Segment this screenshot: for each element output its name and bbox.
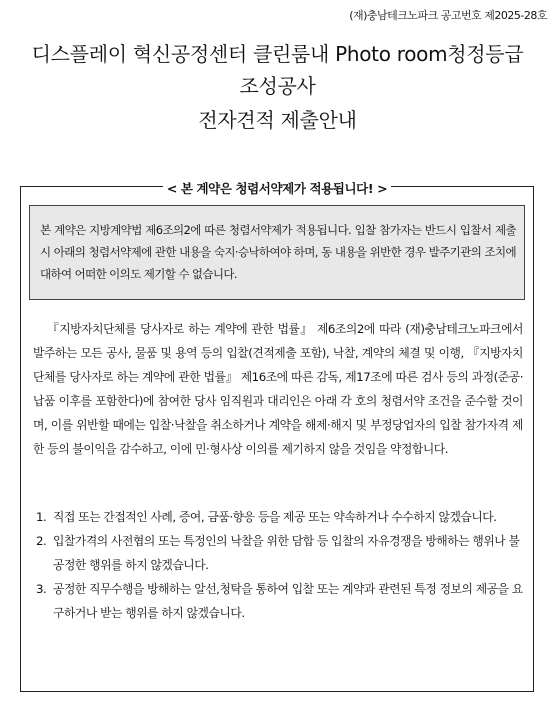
notice-number: (재)충남테크노파크 공고번호 제2025-28호 (349, 9, 547, 22)
document-title-line2: 조성공사 (239, 74, 316, 98)
integrity-box-legend-text: < 본 계약은 청렴서약제가 적용됩니다! > (163, 181, 391, 196)
integrity-pledge-box (20, 181, 534, 692)
integrity-box-legend (21, 178, 533, 197)
document-title-line1: 디스플레이 혁신공정센터 클린룸내 Photo room청정등급 (31, 42, 524, 66)
integrity-notice: 본 계약은 지방계약법 제6조의2에 따른 청렴서약제가 적용됩니다. 입찰 참가자는 반드시 입찰서 제출시 아래의 청렴서약제에 관한 내용을 숙지·승낙하여야 하며, 동 내용을 위반한 경우 발주기관의 조치에 대하여 어떠한 이의도 제기할 수 없습니다. (29, 205, 525, 300)
document-title-line3: 전자견적 제출안내 (198, 108, 357, 132)
pledge-item (33, 577, 523, 625)
pledge-item (33, 529, 523, 577)
pledge-item-text: 공정한 직무수행을 방해하는 알선,청탁을 통하여 입찰 또는 계약과 관련된 특정 정보의 제공을 요구하거나 받는 행위를 하지 않겠습니다. (53, 582, 523, 620)
pledge-item-number: 3. (36, 582, 47, 596)
pledge-item-text: 입찰가격의 사전협의 또는 특정인의 낙찰을 위한 담합 등 입찰의 자유경쟁을 방해하는 행위나 불공정한 행위를 하지 않겠습니다. (53, 534, 520, 572)
pledge-item (33, 505, 523, 529)
integrity-pledge-paragraph: 『지방자치단체를 당사자로 하는 계약에 관한 법률』 제6조의2에 따라 (재)충남테크노파크에서 발주하는 모든 공사, 물품 및 용역 등의 입찰(견적제출 포함), 낙찰, 계약의 체결 및 이행, 『지방자치단체를 당사자로 하는 계약에 관한 법률』 제16조에 따른 감독, 제17조에 따른 검사 등의 과정(준공·납품 이후를 포함한다)에 참여한 당사 임직원과 대리인은 아래 각 호의 청렴서약 조건을 준수할 것이며, 이를 위반할 때에는 입찰·낙찰을 취소하거나 계약을 해제·해지 및 부정당업자의 입찰 참가자격 제한 등의 불이익을 감수하고, 이에 민·형사상 이의를 제기하지 않을 것임을 약정합니다. (33, 322, 523, 456)
pledge-item-text: 직접 또는 간접적인 사례, 증여, 금품·향응 등을 제공 또는 약속하거나 수수하지 않겠습니다. (53, 510, 497, 524)
pledge-item-number: 1. (36, 510, 47, 524)
pledge-item-list (33, 505, 523, 625)
pledge-item-number: 2. (36, 534, 47, 548)
